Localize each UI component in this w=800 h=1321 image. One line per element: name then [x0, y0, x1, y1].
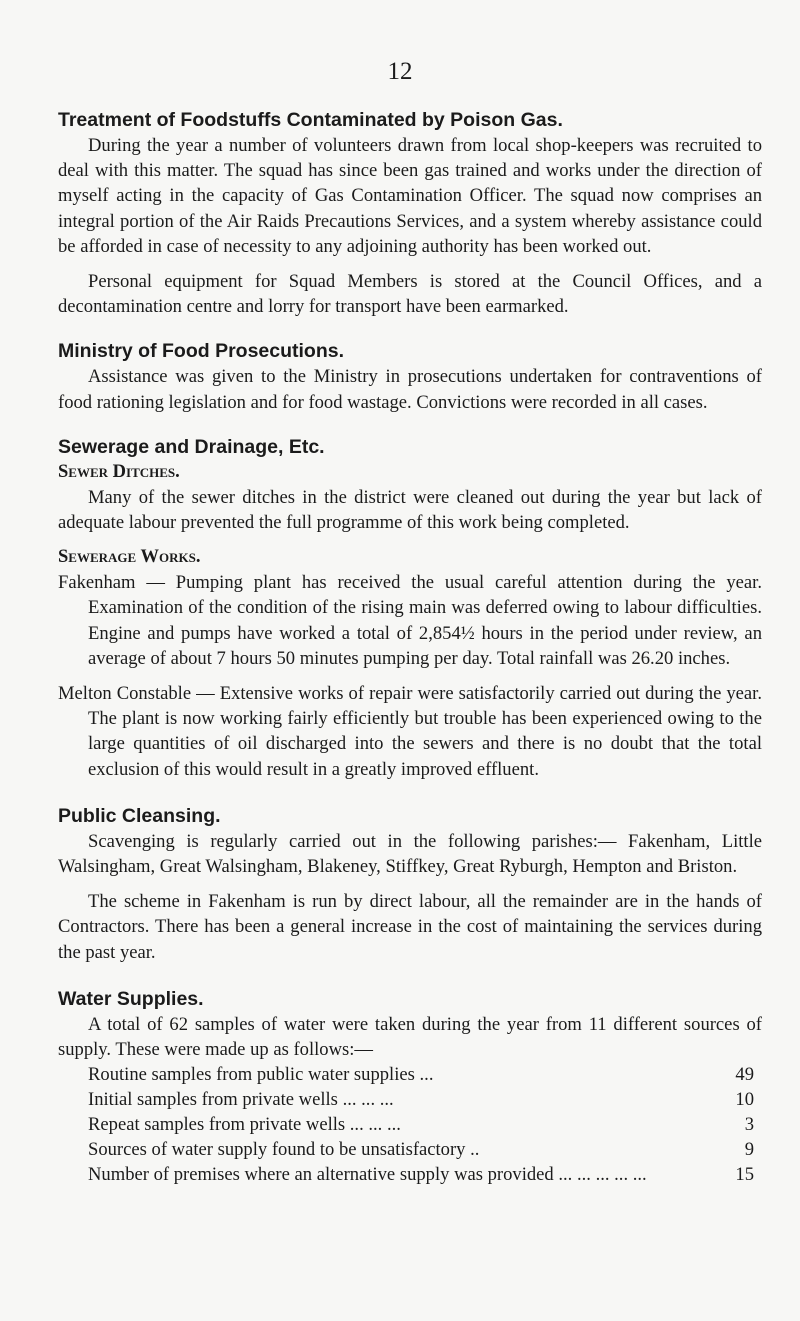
section-heading-gas: Treatment of Foodstuffs Contaminated by Poison Gas. — [58, 109, 563, 131]
paragraph: During the year a number of volunteers drawn from local shop-keepers was recruited to deal with this matter. The squad has since been gas trained and works under the direction of myself acting in the capacity of Gas Contamination Officer. The squad now comprises an integral portion of the Air Raids Precautions Services, and a system whereby assistance could be afforded in case of necessity to any adjoining authority has been worked out. — [58, 135, 762, 257]
section-heading-sewerage: Sewerage and Drainage, Etc. — [58, 435, 325, 458]
paragraph-fakenham: Fakenham — Pumping plant has received the usual careful attention during the year. Examination of the condition of the rising main was deferred owing to labour difficulties. Engine and pumps have worked a total of 2,854½ hours in the period under review, an average of about 7 hours 50 minutes pumping per day. Total rainfall was 26.20 inches. — [58, 572, 762, 669]
paragraph: Many of the sewer ditches in the district were cleaned out during the year but lack of adequate labour prevented the full programme of this work being completed. — [58, 486, 762, 534]
page-number: 12 — [387, 58, 413, 85]
table-row — [88, 1137, 754, 1162]
paragraph: Assistance was given to the Ministry in prosecutions undertaken for contraventions of food rationing legislation and for food wastage. Convictions were recorded in all cases. — [58, 366, 762, 413]
row-value: 3 — [744, 1114, 754, 1136]
row-value: 10 — [735, 1089, 754, 1111]
section-heading-ministry: Ministry of Food Prosecutions. — [58, 340, 345, 363]
section-heading-cleansing: Public Cleansing. — [58, 804, 221, 827]
row-label: Sources of water supply found to be unsatisfactory .. — [88, 1139, 480, 1161]
subheading-sewerage-works: Sewerage Works. — [58, 547, 201, 568]
row-label: Routine samples from public water supplies ... — [88, 1064, 434, 1086]
table-row — [88, 1087, 754, 1112]
paragraph-melton: Melton Constable — Extensive works of repair were satisfactorily carried out during the year. The plant is now working fairly efficiently but trouble has been experienced owing to the large quantities of oil discharged into the sewers and there is no doubt that the total exclusion of this would result in a greatly improved effluent. — [58, 683, 762, 780]
table-row — [88, 1062, 754, 1087]
section-heading-water: Water Supplies. — [58, 987, 204, 1010]
row-value: 9 — [744, 1139, 754, 1161]
row-value: 15 — [735, 1164, 754, 1186]
paragraph: The scheme in Fakenham is run by direct labour, all the remainder are in the hands of Contractors. There has been a general increase in the cost of maintaining the services during the past year. — [58, 891, 762, 963]
page-content — [58, 108, 762, 1187]
water-samples-table — [88, 1062, 754, 1187]
row-label: Initial samples from private wells ... ... ... — [88, 1089, 394, 1111]
row-label: Repeat samples from private wells ... ... ... — [88, 1114, 401, 1136]
subheading-sewer-ditches: Sewer Ditches. — [58, 461, 180, 482]
paragraph: A total of 62 samples of water were taken during the year from 11 different sources of supply. These were made up as follows:— — [58, 1013, 762, 1061]
row-value: 49 — [735, 1064, 754, 1086]
paragraph: Scavenging is regularly carried out in the following parishes:— Fakenham, Little Walsingham, Great Walsingham, Blakeney, Stiffkey, Great Ryburgh, Hempton and Briston. — [58, 830, 762, 878]
table-row — [88, 1112, 754, 1137]
table-row — [88, 1162, 754, 1187]
paragraph: Personal equipment for Squad Members is stored at the Council Offices, and a decontamination centre and lorry for transport have been earmarked. — [58, 271, 762, 318]
row-label: Number of premises where an alternative supply was provided ... ... ... ... ... — [88, 1164, 647, 1186]
